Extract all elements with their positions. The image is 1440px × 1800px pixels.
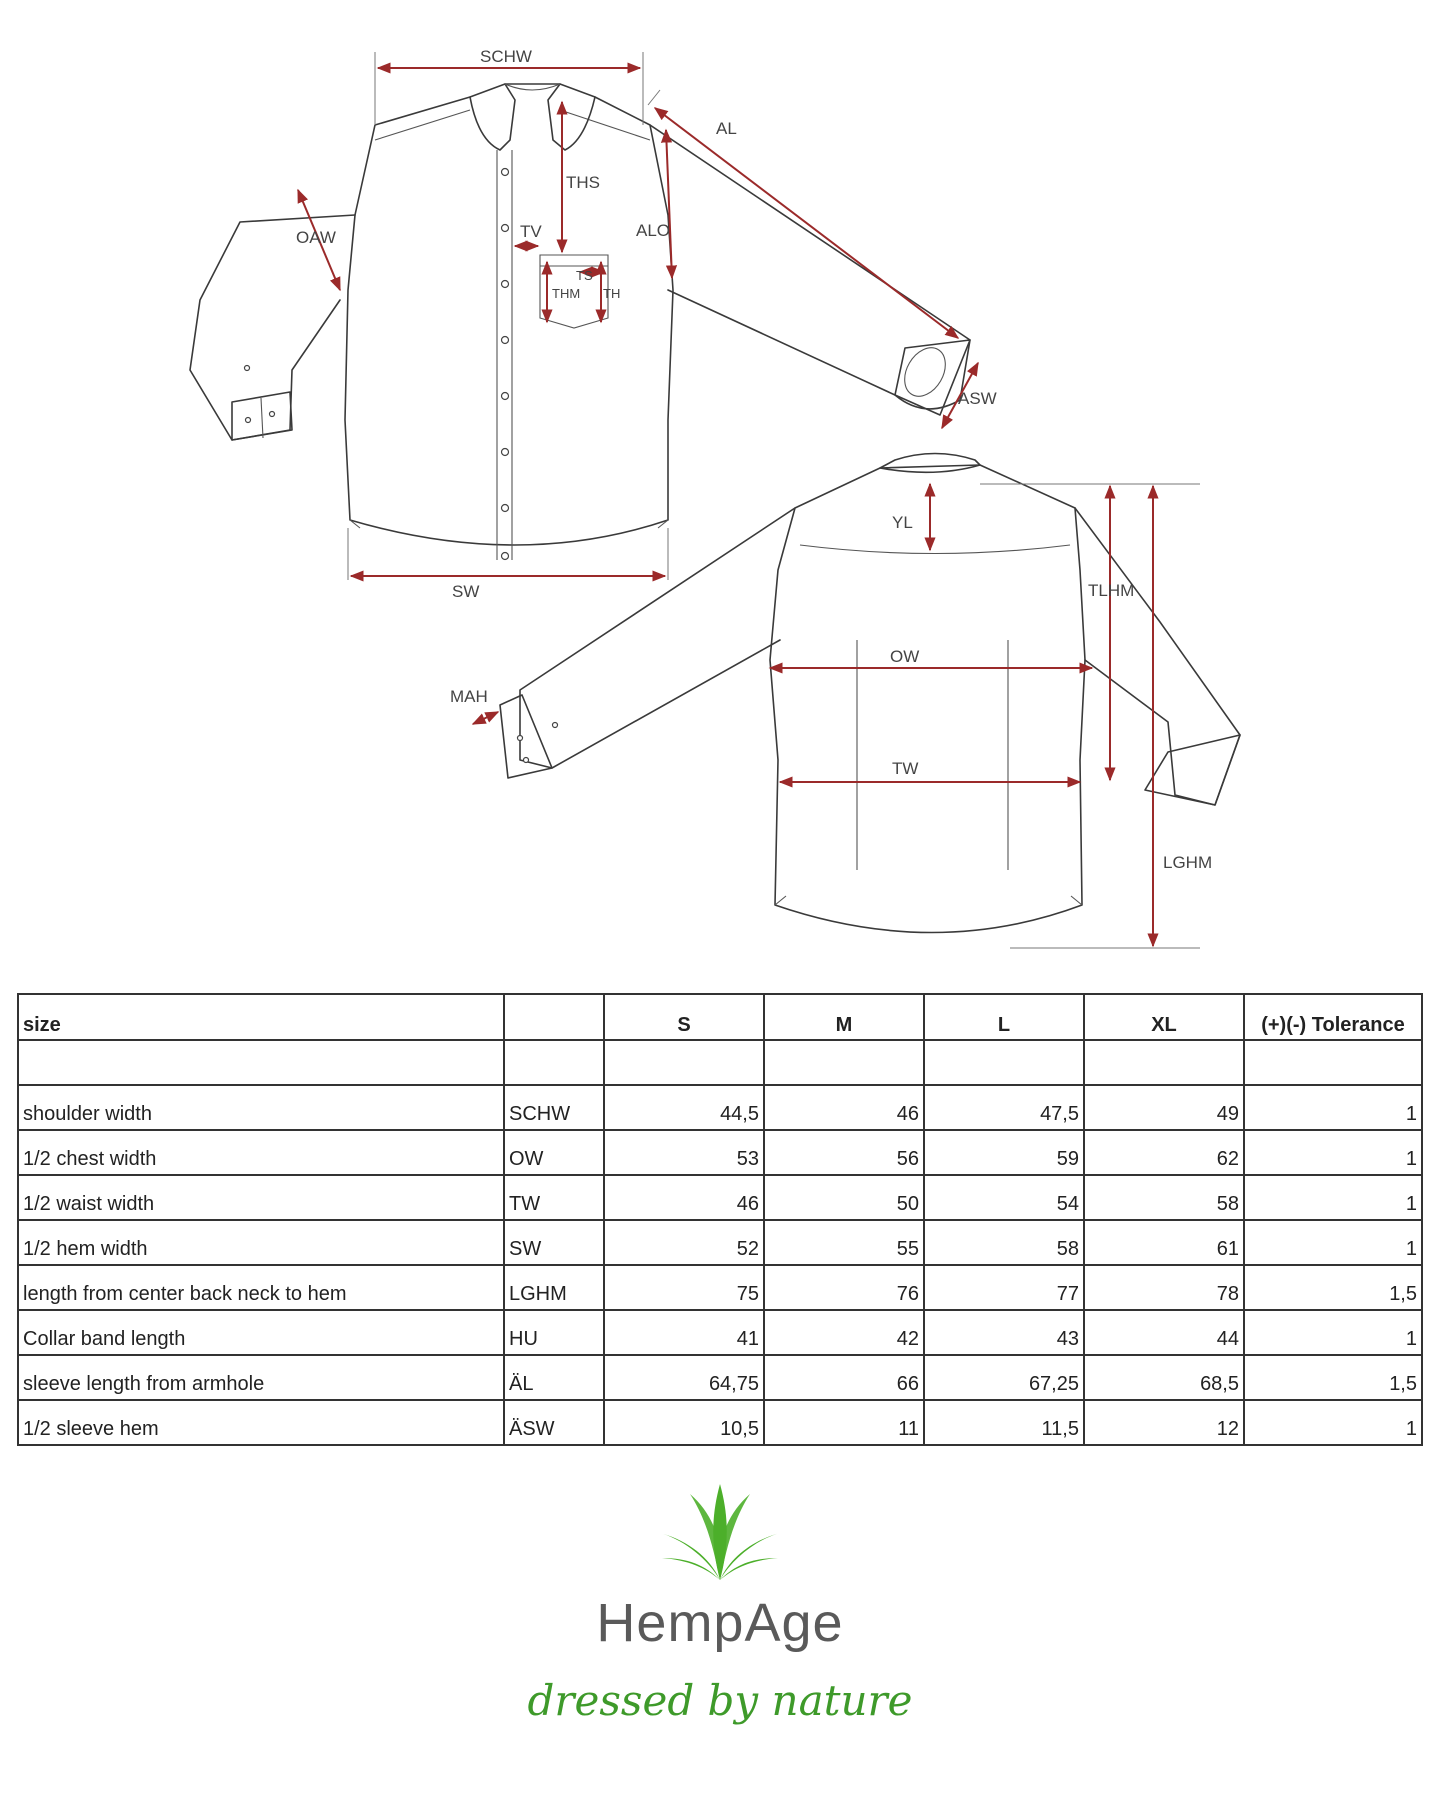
label-tlhm: TLHM xyxy=(1088,581,1135,600)
label-oaw: OAW xyxy=(296,228,336,247)
label-tv: TV xyxy=(520,222,542,241)
value-m: 11 xyxy=(764,1400,924,1445)
value-tolerance: 1 xyxy=(1244,1310,1422,1355)
header-xl: XL xyxy=(1084,994,1244,1040)
value-l: 43 xyxy=(924,1310,1084,1355)
brand-logo xyxy=(0,1480,1440,1780)
value-m: 42 xyxy=(764,1310,924,1355)
value-tolerance: 1,5 xyxy=(1244,1355,1422,1400)
table-row xyxy=(18,1175,1422,1220)
size-table xyxy=(17,993,1423,1446)
row-name: shoulder width xyxy=(18,1085,504,1130)
value-xl: 62 xyxy=(1084,1130,1244,1175)
row-name: Collar band length xyxy=(18,1310,504,1355)
value-s: 64,75 xyxy=(604,1355,764,1400)
label-asw: ASW xyxy=(958,389,997,408)
value-tolerance: 1 xyxy=(1244,1220,1422,1265)
value-xl: 12 xyxy=(1084,1400,1244,1445)
row-code: SW xyxy=(504,1220,604,1265)
back-shirt-drawing xyxy=(500,454,1240,933)
value-l: 59 xyxy=(924,1130,1084,1175)
back-dimension-lines xyxy=(473,484,1200,948)
label-schw: SCHW xyxy=(480,47,532,66)
front-buttons xyxy=(502,169,509,560)
value-l: 11,5 xyxy=(924,1400,1084,1445)
value-s: 75 xyxy=(604,1265,764,1310)
row-code: ÄL xyxy=(504,1355,604,1400)
label-sw: SW xyxy=(452,582,480,601)
value-l: 67,25 xyxy=(924,1355,1084,1400)
value-tolerance: 1,5 xyxy=(1244,1265,1422,1310)
header-s: S xyxy=(604,994,764,1040)
header-l: L xyxy=(924,994,1084,1040)
row-name: 1/2 hem width xyxy=(18,1220,504,1265)
header-code xyxy=(504,994,604,1040)
value-s: 10,5 xyxy=(604,1400,764,1445)
value-xl: 49 xyxy=(1084,1085,1244,1130)
row-code: ÄSW xyxy=(504,1400,604,1445)
value-s: 44,5 xyxy=(604,1085,764,1130)
value-s: 41 xyxy=(604,1310,764,1355)
value-xl: 44 xyxy=(1084,1310,1244,1355)
value-xl: 68,5 xyxy=(1084,1355,1244,1400)
table-row xyxy=(18,1220,1422,1265)
row-name: sleeve length from armhole xyxy=(18,1355,504,1400)
row-name: length from center back neck to hem xyxy=(18,1265,504,1310)
value-xl: 61 xyxy=(1084,1220,1244,1265)
label-thm: THM xyxy=(552,286,581,301)
label-yl: YL xyxy=(892,513,913,532)
row-name: 1/2 waist width xyxy=(18,1175,504,1220)
front-dimension-lines xyxy=(298,52,978,580)
label-ths: THS xyxy=(566,173,600,192)
label-lghm: LGHM xyxy=(1163,853,1213,872)
label-th: TH xyxy=(603,286,621,301)
row-code: LGHM xyxy=(504,1265,604,1310)
table-spacer-row xyxy=(18,1040,1422,1085)
value-tolerance: 1 xyxy=(1244,1400,1422,1445)
row-code: SCHW xyxy=(504,1085,604,1130)
row-code: OW xyxy=(504,1130,604,1175)
value-tolerance: 1 xyxy=(1244,1130,1422,1175)
header-tolerance: (+)(-) Tolerance xyxy=(1244,994,1422,1040)
table-row xyxy=(18,1130,1422,1175)
value-tolerance: 1 xyxy=(1244,1175,1422,1220)
table-row xyxy=(18,1265,1422,1310)
table-row xyxy=(18,1310,1422,1355)
table-row xyxy=(18,1355,1422,1400)
table-header-row xyxy=(18,994,1422,1040)
value-m: 55 xyxy=(764,1220,924,1265)
value-l: 54 xyxy=(924,1175,1084,1220)
value-m: 56 xyxy=(764,1130,924,1175)
brand-name: HempAge xyxy=(596,1593,844,1653)
brand-tagline: dressed by nature xyxy=(527,1676,913,1725)
row-code: HU xyxy=(504,1310,604,1355)
header-size: size xyxy=(18,994,504,1040)
label-mah: MAH xyxy=(450,687,488,706)
label-tw: TW xyxy=(892,759,919,778)
table-body xyxy=(18,1085,1422,1445)
header-m: M xyxy=(764,994,924,1040)
label-al: AL xyxy=(716,119,737,138)
value-s: 53 xyxy=(604,1130,764,1175)
value-m: 76 xyxy=(764,1265,924,1310)
table-row xyxy=(18,1085,1422,1130)
value-s: 46 xyxy=(604,1175,764,1220)
value-xl: 78 xyxy=(1084,1265,1244,1310)
back-dimension-labels xyxy=(450,513,1212,872)
value-m: 46 xyxy=(764,1085,924,1130)
row-name: 1/2 sleeve hem xyxy=(18,1400,504,1445)
table-row xyxy=(18,1400,1422,1445)
value-m: 50 xyxy=(764,1175,924,1220)
hemp-leaf-icon xyxy=(660,1480,780,1590)
value-xl: 58 xyxy=(1084,1175,1244,1220)
value-l: 77 xyxy=(924,1265,1084,1310)
row-name: 1/2 chest width xyxy=(18,1130,504,1175)
label-alo: ALO xyxy=(636,221,671,240)
value-l: 47,5 xyxy=(924,1085,1084,1130)
value-l: 58 xyxy=(924,1220,1084,1265)
label-ts: TS xyxy=(576,268,593,283)
front-shirt-drawing xyxy=(190,84,970,560)
value-s: 52 xyxy=(604,1220,764,1265)
row-code: TW xyxy=(504,1175,604,1220)
value-tolerance: 1 xyxy=(1244,1085,1422,1130)
label-ow: OW xyxy=(890,647,920,666)
value-m: 66 xyxy=(764,1355,924,1400)
